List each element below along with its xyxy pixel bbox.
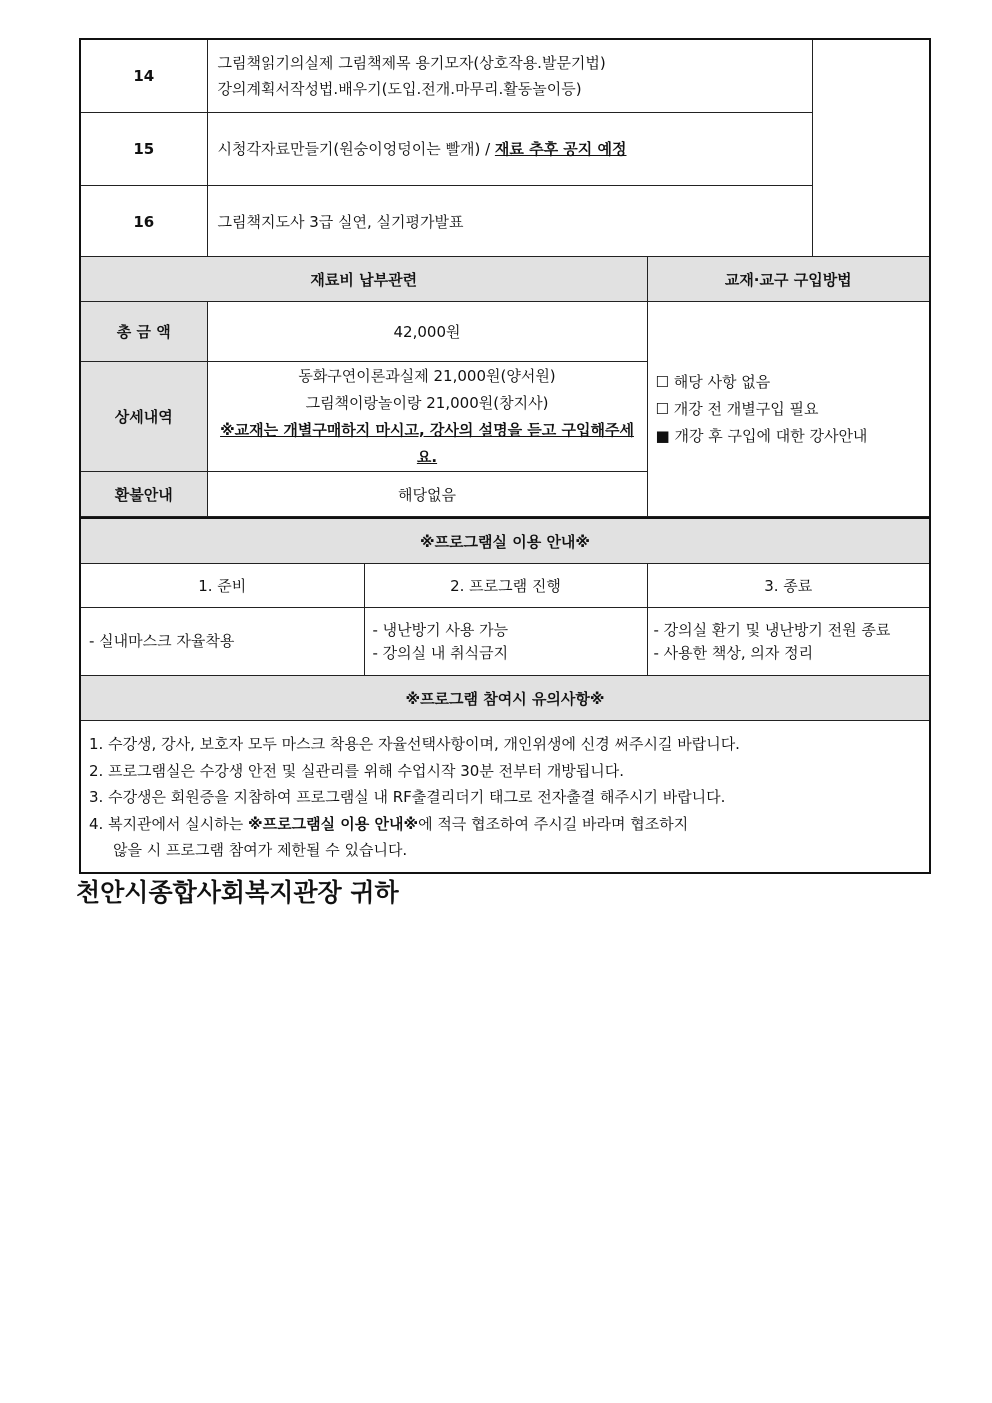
option-item: ■ 개강 후 구입에 대한 강사안내 — [655, 426, 868, 445]
refund-value: 해당없음 — [207, 472, 647, 517]
session-number: 16 — [80, 186, 207, 259]
step-progress: 2. 프로그램 진행 — [364, 564, 647, 608]
detail-label: 상세내역 — [80, 362, 207, 472]
refund-label: 환불안내 — [80, 472, 207, 517]
option-item: ☐ 개강 전 개별구입 필요 — [655, 399, 819, 418]
purchase-options — [647, 302, 930, 517]
session-line: 그림책읽기의실제 그림책제목 용기모자(상호작용.발문기법) — [217, 54, 606, 72]
addressee: 천안시종합사회복지관장 귀하 — [76, 878, 399, 907]
session-number: 14 — [80, 39, 207, 113]
step-prep: 1. 준비 — [80, 564, 364, 608]
notice-item: 4. 복지관에서 실시하는 ※프로그램실 이용 안내※에 적극 협조하여 주시길 바라며 협조하지 — [89, 814, 689, 833]
schedule-row — [80, 113, 930, 186]
room-guide-title: ※프로그램실 이용 안내※ — [80, 518, 930, 564]
session-number: 15 — [80, 113, 207, 186]
room-guide-table — [79, 517, 931, 874]
progress-list: - 냉난방기 사용 가능 - 강의실 내 취식금지 — [364, 608, 647, 676]
total-value: 42,000원 — [207, 302, 647, 362]
session-text: 시청각자료만들기(원숭이엉덩이는 빨개) / — [217, 140, 495, 158]
notice-item: 1. 수강생, 강사, 보호자 모두 마스크 착용은 자율선택사항이며, 개인위생에 신경 써주시길 바랍니다. — [89, 735, 740, 753]
detail-content: 동화구연이론과실제 21,000원(양서원) 그림책이랑놀이랑 21,000원(창지사) ※교재는 개별구매하지 마시고, 강사의 설명을 듣고 구입해주세요. — [207, 362, 647, 472]
notice-item: 2. 프로그램실은 수강생 안전 및 실관리를 위해 수업시작 30분 전부터 개방됩니다. — [89, 761, 625, 780]
option-item: ☐ 해당 사항 없음 — [655, 372, 771, 391]
step-end: 3. 종료 — [647, 564, 930, 608]
end-list: - 강의실 환기 및 냉난방기 전원 종료 - 사용한 책상, 의자 정리 — [647, 608, 930, 676]
detail-note: ※교재는 개별구매하지 마시고, 강사의 설명을 듣고 구입해주세요. — [220, 420, 634, 466]
notice-title: ※프로그램 참여시 유의사항※ — [80, 676, 930, 721]
session-line: 강의계획서작성법.배우기(도입.전개.마무리.활동놀이등) — [217, 80, 582, 98]
notice-list — [80, 721, 930, 873]
session-content — [207, 39, 812, 113]
schedule-row — [80, 39, 930, 113]
checkbox-filled-icon: ■ — [655, 426, 670, 445]
notice-item-continued: 않을 시 프로그램 참여가 제한될 수 있습니다. — [113, 841, 408, 859]
checkbox-icon: ☐ — [655, 372, 669, 391]
session-content — [207, 113, 812, 186]
prep-list: - 실내마스크 자율착용 — [80, 608, 364, 676]
session-emphasis: 재료 추후 공지 예정 — [494, 140, 627, 158]
checkbox-icon: ☐ — [655, 399, 669, 418]
schedule-table — [79, 38, 931, 259]
schedule-row — [80, 186, 930, 259]
notice-item: 3. 수강생은 회원증을 지참하여 프로그램실 내 RF출결리더기 태그로 전자출결 해주시기 바랍니다. — [89, 788, 726, 806]
fee-table — [79, 256, 931, 517]
material-header: 교재·교구 구입방법 — [647, 257, 930, 302]
total-label: 총 금 액 — [80, 302, 207, 362]
remarks-cell — [812, 39, 930, 259]
fee-header: 재료비 납부관련 — [80, 257, 647, 302]
session-content: 그림책지도사 3급 실연, 실기평가발표 — [207, 186, 812, 259]
